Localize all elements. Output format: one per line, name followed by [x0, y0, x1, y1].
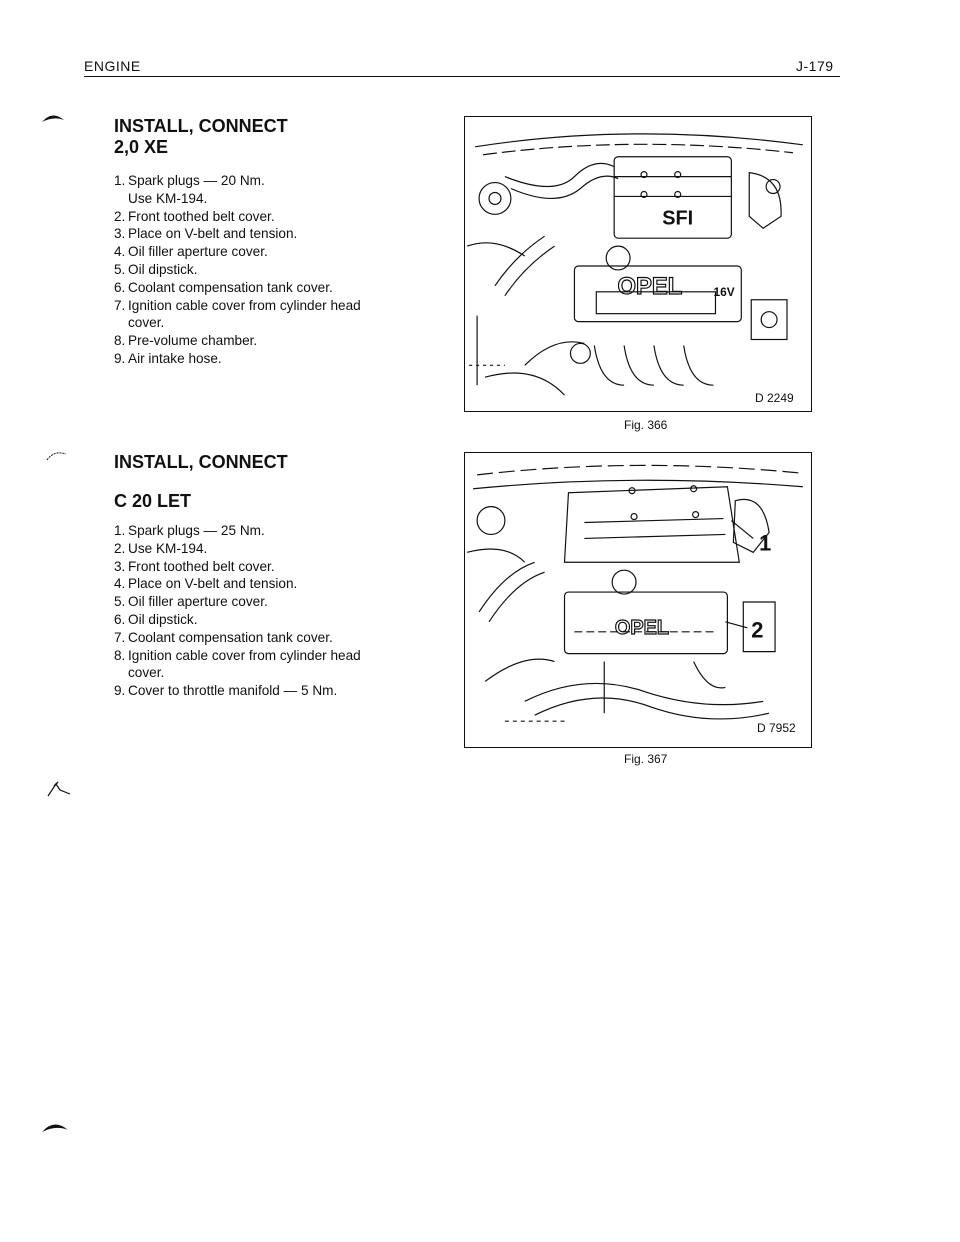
figure-badge-label: SFI: [662, 207, 694, 230]
step-item: 3. Place on V-belt and tension.: [114, 226, 298, 242]
figure-brand-label: OPEL: [617, 272, 683, 300]
header-page-number: J-179: [796, 58, 834, 74]
figure-callout-2: 2: [751, 617, 764, 643]
step-item: 7. Ignition cable cover from cylinder head cover.: [114, 297, 361, 331]
step-item: 1. Spark plugs — 25 Nm.: [114, 523, 265, 538]
step-item: 6. Oil dipstick.: [114, 611, 198, 627]
section-c-20-let: [114, 452, 434, 700]
margin-mark-icon: [44, 778, 74, 800]
step-item: 9. Cover to throttle manifold — 5 Nm.: [114, 683, 338, 699]
figure-caption: Fig. 367: [624, 752, 668, 766]
step-item: 1. Spark plugs — 20 Nm. Use KM-194.: [114, 173, 265, 206]
figure-366-engine-illustration: [464, 116, 812, 412]
figure-brand-label: OPEL: [614, 616, 670, 639]
step-list: [114, 522, 434, 700]
margin-mark-icon: [40, 1118, 72, 1134]
step-item: 4. Place on V-belt and tension.: [114, 576, 298, 592]
figure-367-engine-illustration: [464, 452, 812, 748]
step-list: [114, 172, 434, 368]
step-item: 3. Front toothed belt cover.: [114, 558, 275, 574]
margin-mark-icon: [44, 446, 70, 464]
step-item: 2. Front toothed belt cover.: [114, 208, 275, 224]
section-title: INSTALL, CONNECT: [114, 116, 288, 136]
step-item: 8. Pre-volume chamber.: [114, 333, 258, 349]
step-item: 5. Oil filler aperture cover.: [114, 594, 268, 610]
figure-code: D 2249: [755, 391, 794, 405]
header-rule: [84, 76, 840, 77]
section-title: INSTALL, CONNECT: [114, 452, 288, 472]
step-item: 2. Use KM-194.: [114, 540, 208, 556]
section-subtitle: 2,0 XE: [114, 137, 169, 157]
figure-callout-1: 1: [759, 530, 772, 556]
section-subtitle: C 20 LET: [114, 491, 192, 511]
figure-spec-label: 16V: [713, 284, 735, 299]
step-item: 9. Air intake hose.: [114, 350, 222, 366]
step-item: 8. Ignition cable cover from cylinder head cover.: [114, 647, 361, 681]
margin-mark-icon: [40, 110, 68, 126]
section-2-0-xe: [114, 116, 434, 368]
step-item: 4. Oil filler aperture cover.: [114, 244, 268, 260]
step-item: 6. Coolant compensation tank cover.: [114, 279, 333, 295]
engine-bay-drawing: [465, 453, 811, 747]
figure-code: D 7952: [757, 721, 796, 735]
step-item: 5. Oil dipstick.: [114, 261, 198, 277]
step-item: 7. Coolant compensation tank cover.: [114, 629, 333, 645]
figure-caption: Fig. 366: [624, 418, 668, 432]
header-section-title: ENGINE: [84, 58, 141, 74]
engine-bay-drawing: [465, 117, 811, 411]
